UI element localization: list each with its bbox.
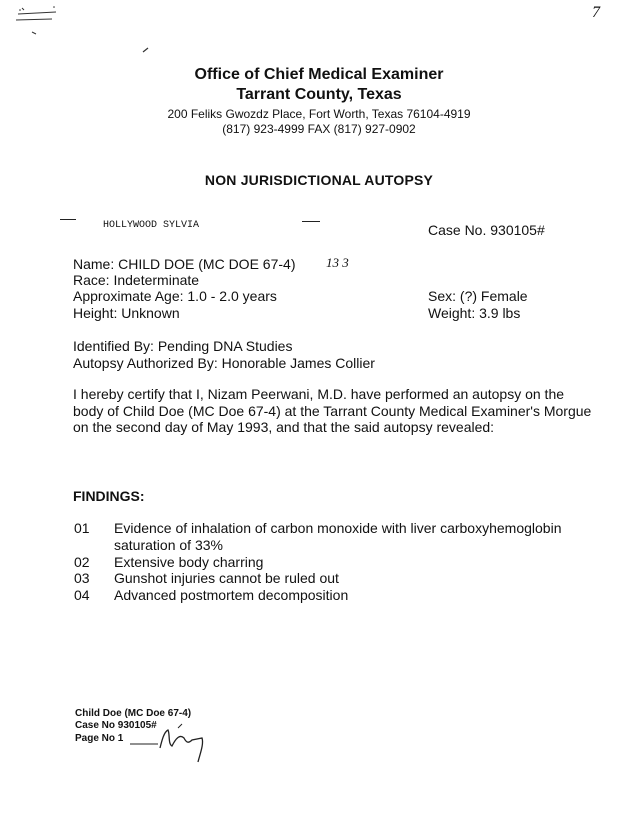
finding-number: 01 <box>74 520 90 536</box>
footer-page-number: Page No 1 <box>75 733 124 744</box>
finding-number: 02 <box>74 554 90 570</box>
county-title: Tarrant County, Texas <box>236 86 402 103</box>
reference-name: HOLLYWOOD SYLVIA <box>103 220 200 231</box>
subject-sex: Sex: (?) Female <box>428 288 528 304</box>
finding-text: Evidence of inhalation of carbon monoxide with liver carboxyhemoglobin <box>114 520 562 536</box>
page-number: 7 <box>592 4 600 21</box>
finding-number: 04 <box>74 587 90 603</box>
subject-race: Race: Indeterminate <box>73 272 200 288</box>
finding-text: Extensive body charring <box>114 554 264 570</box>
subject-age: Approximate Age: 1.0 - 2.0 years <box>73 288 277 304</box>
phone-fax: (817) 923-4999 FAX (817) 927-0902 <box>222 122 416 136</box>
certification-paragraph: I hereby certify that I, Nizam Peerwani, M.D. have performed an autopsy on the body of Child Doe (MC Doe 67-4) at the Tarrant County Medical Examiner's Morgue on the second day of May 1993, and that the said autopsy revealed: <box>73 386 592 435</box>
finding-text: Advanced postmortem decomposition <box>114 587 349 603</box>
finding-text: Gunshot injuries cannot be ruled out <box>114 570 339 586</box>
findings-heading: FINDINGS: <box>73 488 145 504</box>
finding-number: 03 <box>74 570 90 586</box>
finding-text-continued: saturation of 33% <box>114 537 223 553</box>
subject-name: Name: CHILD DOE (MC DOE 67-4) <box>73 256 296 272</box>
scan-artifact-mark <box>12 4 60 40</box>
identified-by: Identified By: Pending DNA Studies <box>73 338 293 354</box>
footer-subject: Child Doe (MC Doe 67-4) <box>75 708 192 719</box>
document-title: NON JURISDICTIONAL AUTOPSY <box>204 172 434 188</box>
subject-weight: Weight: 3.9 lbs <box>428 305 521 321</box>
divider <box>302 221 320 222</box>
handwritten-initials <box>128 718 212 766</box>
divider <box>60 219 76 220</box>
scan-speck <box>142 46 150 54</box>
office-title: Office of Chief Medical Examiner <box>194 66 444 83</box>
subject-height: Height: Unknown <box>73 305 180 321</box>
footer-case-number: Case No 930105# <box>75 720 157 731</box>
office-address: 200 Feliks Gwozdz Place, Fort Worth, Texas 76104-4919 <box>167 107 471 121</box>
handwritten-annotation: 13 3 <box>326 255 349 270</box>
case-number: Case No. 930105# <box>428 222 545 238</box>
authorized-by: Autopsy Authorized By: Honorable James Collier <box>73 355 375 371</box>
